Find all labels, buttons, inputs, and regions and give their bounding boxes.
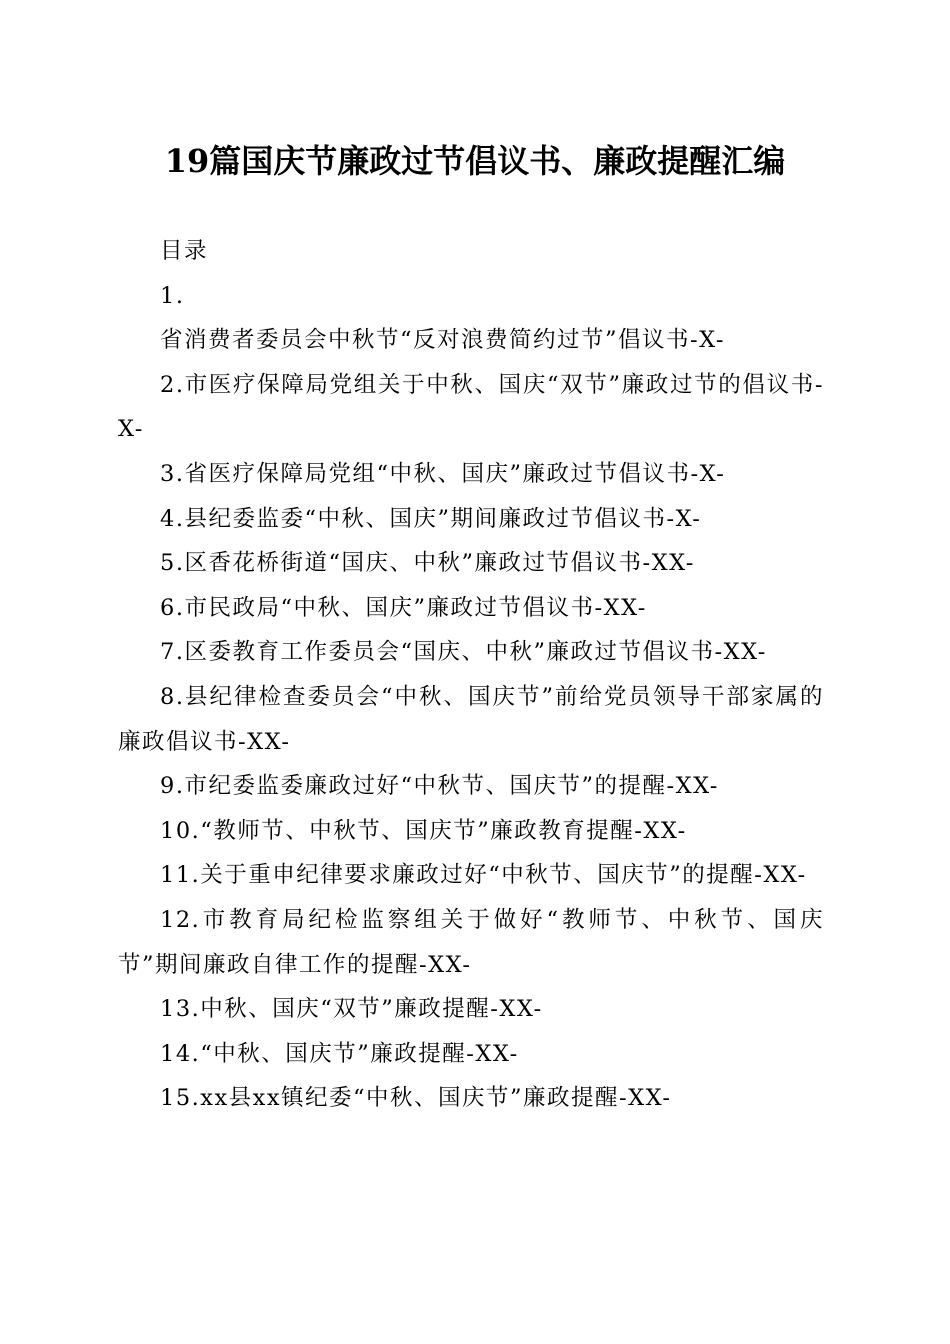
toc-item: 1. <box>160 282 185 309</box>
toc-item: 3.省医疗保障局党组“中秋、国庆”廉政过节倡议书-X- <box>160 460 726 487</box>
table-of-contents <box>118 229 824 1121</box>
toc-item: 8.县纪律检查委员会“中秋、国庆节”前给党员领导干部家属的廉政倡议书-XX- <box>118 683 824 755</box>
toc-item: 4.县纪委监委“中秋、国庆”期间廉政过节倡议书-X- <box>160 505 702 532</box>
document-title: 19篇国庆节廉政过节倡议书、廉政提醒汇编 <box>164 142 786 180</box>
toc-heading: 目录 <box>160 238 209 264</box>
toc-item: 6.市民政局“中秋、国庆”廉政过节倡议书-XX- <box>160 594 647 621</box>
toc-item: 2.市医疗保障局党组关于中秋、国庆“双节”廉政过节的倡议书-X- <box>118 371 824 443</box>
toc-item: 10.“教师节、中秋节、国庆节”廉政教育提醒-XX- <box>160 817 687 844</box>
toc-item: 13.中秋、国庆“双节”廉政提醒-XX- <box>160 996 543 1023</box>
toc-item: 9.市纪委监委廉政过好“中秋节、国庆节”的提醒-XX- <box>160 773 719 800</box>
toc-item: 11.关于重申纪律要求廉政过好“中秋节、国庆节”的提醒-XX- <box>160 862 807 889</box>
toc-item: 15.xx县xx镇纪委“中秋、国庆节”廉政提醒-XX- <box>160 1085 672 1112</box>
toc-item: 5.区香花桥街道“国庆、中秋”廉政过节倡议书-XX- <box>160 550 695 577</box>
toc-item: 12.市教育局纪检监察组关于做好“教师节、中秋节、国庆节”期间廉政自律工作的提醒-XX- <box>118 906 824 978</box>
toc-item: 7.区委教育工作委员会“国庆、中秋”廉政过节倡议书-XX- <box>160 639 767 666</box>
toc-item: 省消费者委员会中秋节“反对浪费简约过节”倡议书-X- <box>160 327 725 354</box>
toc-item: 14.“中秋、国庆节”廉政提醒-XX- <box>160 1040 519 1067</box>
